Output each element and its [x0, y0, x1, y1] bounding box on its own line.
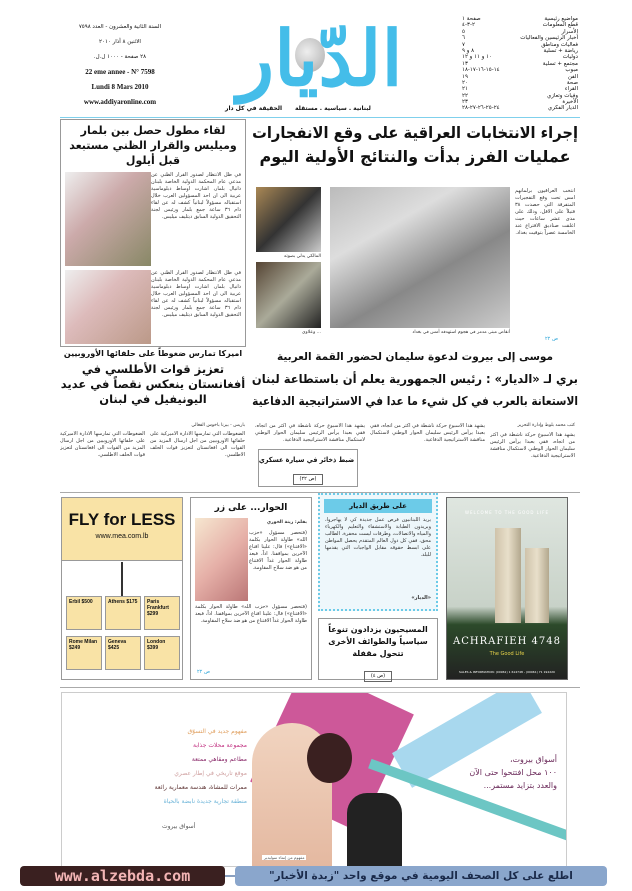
contents-index: [462, 16, 578, 112]
price-tag: Paris Frankfurt $299: [144, 596, 180, 630]
story2-line1: موسى إلى بيروت لدعوة سليمان لحضور القمة العربية: [276, 351, 553, 363]
footer-banner-text[interactable]: اطلع على كل الصحف اليومية في موقع واحد "زبدة الأخبار": [235, 866, 607, 886]
christians-ref: (ص ٤): [364, 671, 392, 682]
index-title: الديار الفكري: [547, 105, 578, 112]
achrafieh-welcome: WELCOME TO THE GOOD LIFE: [465, 510, 549, 515]
photo-maliki: [256, 187, 321, 252]
story2-text-col2: يشهد هذا الاسبوع حركة ناشطة في اكثر من اتجاه، فقي بعبدا يرأس الرئيس سليمان الحوار الوطني لاستكمال مناقشة الاستراتيجية الدفاعية.: [370, 423, 485, 443]
index-page: ٢٢: [462, 92, 468, 99]
column-continue-link[interactable]: ص ٢٢: [197, 669, 211, 675]
footer-site-link[interactable]: www.alzebda.com: [20, 866, 225, 886]
left-story: [60, 119, 246, 347]
index-page: ١٤-١٥-١٦-١٧-١٨: [462, 67, 500, 74]
ammo-ref: (ص ٢٢): [293, 474, 324, 485]
index-title: أخبار الرئيسين والفعاليات: [520, 35, 578, 42]
year-fr: 22 eme annee - N° 7598: [85, 68, 155, 76]
index-row[interactable]: [462, 105, 578, 111]
price-tag: Athens $175: [105, 596, 141, 630]
masthead-logo: [195, 14, 445, 112]
ammo-headline: ضبط ذخائر في سيارة عسكري: [258, 456, 355, 464]
index-page: ٢١: [462, 86, 468, 93]
header-divider: [60, 117, 580, 118]
columnist-photo: [195, 518, 248, 601]
story3-text-col2: الضغوطات التي تمارسها الادارة الاميركية على حلفائها الاوروبيين من اجل ارسال المزيد من القوات الى افغانستان لتعزيز قوات الحلف الاطلسي.: [60, 431, 145, 458]
mea-ad[interactable]: [61, 497, 183, 680]
column-title[interactable]: الحوار... على زر: [214, 503, 288, 513]
tag-string: [121, 562, 123, 596]
index-title: رياضة + تسلية: [543, 47, 578, 54]
left-story-headline[interactable]: لقاء مطول حصل بين بلمار وميليس والقرار الظني مستبعد قبل أيلول: [69, 124, 237, 167]
mea-title: FLY for LESS: [68, 510, 176, 529]
photo-bellemare: [65, 172, 151, 266]
photo-allawi: [256, 262, 321, 328]
index-title: دوليات: [562, 54, 578, 61]
index-page: صفحة ١: [462, 16, 481, 22]
souks-feature-list: [102, 725, 247, 809]
story3-kicker: اميركا تمارس ضغوطاً على حلفائها الأوروبيين: [63, 349, 243, 358]
achrafieh-name: ACHRAFIEH 4748: [453, 636, 561, 647]
index-page: ٢٣: [462, 99, 468, 106]
photo-mehlis: [65, 270, 151, 344]
date-ar: الاثنين ٨ آذار ٢٠١٠: [99, 39, 141, 45]
tagline: لبنانية . سياسية . مستقلة: [295, 105, 371, 112]
price-tag: Geneva $425: [105, 636, 141, 670]
column-text-2: (فتحصر مسؤول «حزب الله» طاولة الحوار بكلمة «الاقتناع») قال: علينا اقناع الآخرين بمواقفنا. اذاً، فبعد طاولة الحوار غداً الاقتناع من هو ضد سلاح المقاومة.: [195, 604, 307, 624]
souks-credit: مفهوم من إنماء سوليدير: [264, 855, 305, 860]
index-page: ٦: [462, 35, 465, 42]
index-page: ٢-٣-٤: [462, 22, 475, 29]
index-page: ٢٤-٢٥-٢٦-٢٧-٢٨: [462, 105, 500, 112]
price-tag: London $399: [144, 636, 180, 670]
photo-baghdad-blast: [330, 187, 510, 328]
index-page: ٨ و ٩: [462, 47, 475, 54]
price: ٢٨ صفحة - ١٠٠٠ ل.ل.: [93, 54, 147, 60]
main-headline-line1: إجراء الانتخابات العراقية على وقع الانفجارات: [252, 123, 578, 142]
achrafieh-phone: SALES & INFORMATION: (00961) 1 614748 - (00961) 71 192220: [459, 670, 555, 674]
souks-tagline-line: أسواق بيروت،: [509, 755, 557, 764]
editorial-title: على طريق الديار: [324, 499, 432, 513]
index-page: ٢٠: [462, 79, 468, 86]
motto: الحقيقة في كل دار: [225, 105, 283, 112]
main-headline-line2: عمليات الفرز بدأت والنتائج الأولية اليوم: [259, 147, 571, 166]
christians-box[interactable]: [318, 618, 438, 680]
index-page: ١٣: [462, 60, 468, 67]
caption-main: أنقاض مبنى مدمر في هجوم استهدفه أمس في بغداد: [412, 330, 510, 335]
date-fr: Lundi 8 Mars 2010: [91, 83, 149, 91]
ads-bottom-divider: [60, 687, 580, 688]
index-page: ٧: [462, 41, 465, 48]
souks-tagline-line: ١٠٠ محل افتتحوا حتى الآن: [469, 768, 557, 777]
website[interactable]: www.addiyaronline.com: [83, 98, 157, 106]
index-title: الأخيرة: [562, 99, 578, 106]
souks-feature: ممرات للمشاة، هندسة معمارية رائعة: [154, 784, 247, 791]
main-story-text: انتخب العراقيون برلمانهم امس تحت وقع التفجيرات المتفرقة التي حصدت ٣٨ قتيلاً على الاقل، وذلك على مدى عشر ساعات حيث اغلقت صناديق الاقتراع عند الخامسة عصراً بتوقيت بغداد.: [515, 188, 575, 236]
achrafieh-ad[interactable]: [446, 497, 568, 680]
souks-feature: مجموعة محلات جذابة: [193, 742, 247, 749]
caption-allawi: ... وعلاوي: [302, 330, 321, 335]
index-title: القراء: [564, 86, 578, 93]
price-tag: Rome Milan $249: [66, 636, 102, 670]
souks-feature: موقع تاريخي في إطار عصري: [174, 770, 247, 777]
souks-feature: منطقة تجارية جديدة نابضة بالحياة: [163, 798, 247, 805]
hair-bun: [307, 733, 352, 783]
main-headline[interactable]: [252, 121, 578, 169]
achrafieh-slogan: The Good Life: [489, 651, 525, 657]
logo-text: الدّيار: [237, 14, 403, 103]
issue-info: [70, 20, 170, 110]
column-text-1: (فتحصر مسؤول «حزب الله» طاولة الحوار بكلمة «الاقتناع») قال: علينا اقناع الآخرين بمواقفنا. اذاً، فبعد طاولة الحوار غداً الاقتناع من هو ضد سلاح المقاومة.: [249, 530, 307, 571]
tower-2: [525, 548, 549, 623]
story3-headline[interactable]: تعزيز قوات الأطلسي في أفغانستان ينعكس نقصاً في عديد اليونيفيل في لبنان: [60, 362, 246, 406]
tower-1: [495, 528, 521, 623]
index-title: قطع المعلومات: [542, 22, 578, 29]
caption-maliki: المالكي يدلي بصوته: [284, 254, 321, 259]
ammo-box[interactable]: [258, 449, 358, 487]
index-title: مجتمع + تسلية: [542, 60, 578, 67]
editorial-box: [318, 493, 438, 611]
story3-text-col1: الضغوطات التي تمارسها الادارة الاميركية على حلفائها الاوروبيين من اجل ارسال المزيد من القوات الى افغانستان لتعزيز قوات الحلف الاطلسي.: [150, 431, 245, 458]
story2-headline[interactable]: [252, 346, 578, 412]
story2-line3: الاستعانة بالعرب في كل شيء ما عدا في الاستراتيجية الدفاعية: [252, 394, 578, 408]
story3-byline: باريس - بيرنا باخوس الفغالي: [191, 423, 245, 428]
index-page: ١٠ و ١١ و ١٢: [462, 54, 493, 61]
index-title: صحة: [566, 79, 578, 86]
story2-text-col1: يشهد هذا الاسبوع حركة ناشطة في اكثر من اتجاه، فقي بعبدا يرأس الرئيس سليمان الحوار الوطني لاستكمال مناقشة الاستراتيجية الدفاعية.: [490, 432, 575, 459]
year-line: السنة الثانية والعشرون - العدد ٧٥٩٨: [78, 24, 162, 30]
index-title: وفيات وتعازي: [546, 92, 578, 99]
christians-headline: المسيحيون يزدادون تنوعاً سياسياً والطوائف الأخرى تتحول مقفلة: [328, 625, 428, 658]
souks-logo-text: أسواق بيروت: [162, 823, 196, 830]
souks-feature: مفهوم جديد في التسوّق: [187, 728, 247, 735]
editorial-text: يريد اللبنانيون فرص عمل جديدة كي لا يهاجروا، ويريدون الطبابة والاستشفاء والتعليم والكهرباء والمياه والاتصالات، وطرقات ليست محفرة. الطالب محق، ففي كل دول العالم المتقدم يحصل المواطن على ابسط حقوقه مقابل الواجبات التي يقدمها للبلد.: [325, 517, 431, 558]
story2-line2: بري لـ «الديار» : رئيس الجمهورية يعلم أن باستطاعة لبنان: [251, 372, 578, 386]
souks-feature: مطاعم ومقاهي ممتعة: [191, 756, 247, 763]
man-figure: [347, 793, 402, 867]
index-title: مواضيع رئيسية: [544, 16, 578, 22]
editorial-signature: «الديار»: [411, 595, 431, 601]
souks-ad[interactable]: [61, 692, 567, 867]
column-author: بقلم: زينة الخوري: [266, 520, 307, 525]
footer-connector: [225, 875, 235, 877]
main-continue-link[interactable]: ص ٢٢: [545, 336, 559, 342]
index-title: مبوب: [565, 67, 578, 74]
index-title: فعاليات ومناطق: [541, 41, 578, 48]
index-title: الأسرار: [561, 28, 578, 35]
price-tag: Erbil $500: [66, 596, 102, 630]
left-story-text: في ظل الانتظار لصدور القرار الظني عن مدعي عام المحكمة الدولية الخاصة بلبنان دانيال بلمار، اشارت اوساط دبلوماسية عربية الى ان احد المسؤولين العرب خلال استقباله مسؤولاً لبنانياً كشف له عن لقاء دام ٣٦ ساعة جمع بلمار ورئيس لجنة التحقيق الدولية السابق ديتليف ميليس.: [151, 172, 241, 220]
souks-tagline: [447, 753, 557, 792]
index-title: الفن: [567, 73, 578, 80]
index-page: ٥: [462, 28, 465, 35]
souks-tagline-line: والعدد بتزايد مستمر...: [483, 781, 557, 790]
opinion-column: [190, 497, 312, 680]
mea-url: www.mea.com.lb: [95, 533, 149, 540]
story2-byline: كتب محمد بلوط وإدارة التحرير: [517, 423, 575, 428]
story2-text-col3: يشهد هذا الاسبوع حركة ناشطة في اكثر من اتجاه، فقي بعبدا يرأس الرئيس سليمان الحوار الوطني لاستكمال مناقشة الاستراتيجية الدفاعية.: [255, 423, 365, 443]
left-story-text-2: في ظل الانتظار لصدور القرار الظني عن مدعي عام المحكمة الدولية الخاصة بلبنان دانيال بلمار، اشارت اوساط دبلوماسية عربية الى ان احد المسؤولين العرب خلال استقباله مسؤولاً لبنانياً كشف له عن لقاء دام ٣٦ ساعة جمع بلمار ورئيس لجنة التحقيق الدولية السابق ديتليف ميليس.: [151, 270, 241, 318]
index-page: ١٩: [462, 73, 468, 80]
